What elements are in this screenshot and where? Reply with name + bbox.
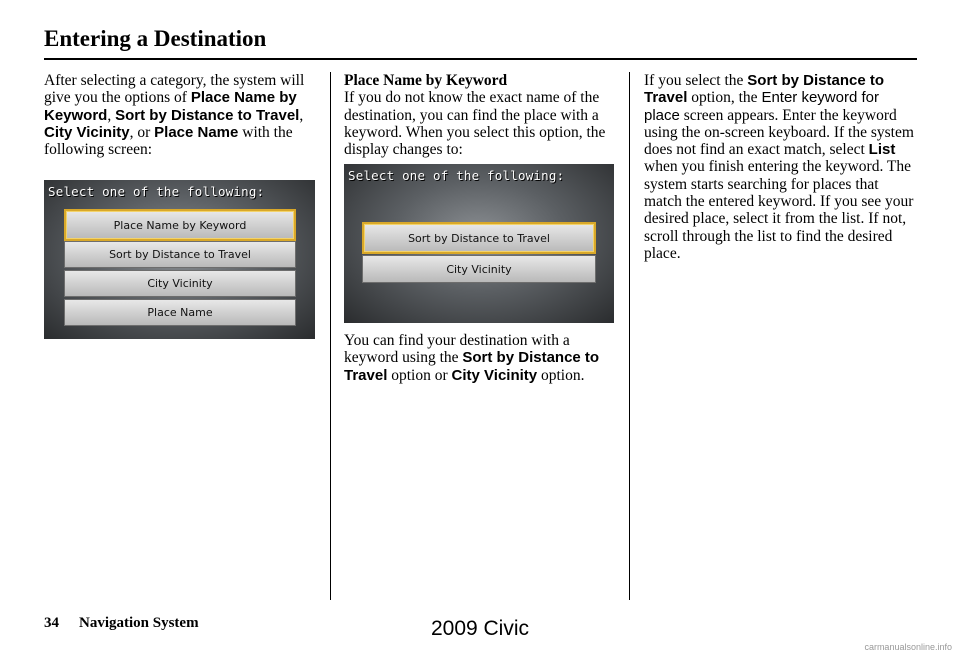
sort-by-distance-paragraph bbox=[644, 72, 916, 262]
keyword-options-paragraph bbox=[344, 332, 616, 384]
option-place-name-by-keyword: Place Name by Keyword bbox=[44, 89, 297, 124]
option-sort-by-distance: Sort by Distance to Travel bbox=[644, 72, 884, 107]
section-heading: Place Name by Keyword bbox=[344, 72, 508, 89]
option-sort-by-distance: Sort by Distance to Travel bbox=[115, 106, 300, 124]
text: , bbox=[299, 106, 304, 124]
footer-model: 2009 Civic bbox=[430, 617, 530, 640]
option-city-vicinity: City Vicinity bbox=[44, 123, 130, 141]
screen-button-sort-by-distance[interactable]: Sort by Distance to Travel bbox=[362, 222, 596, 254]
text: screen appears. Enter the keyword using the on-screen keyboard. If the system does not find an exact match, select bbox=[644, 106, 914, 159]
nav-screen-keyword-options bbox=[344, 164, 614, 323]
nav-screen-category-options bbox=[44, 180, 315, 339]
text: option, the bbox=[687, 89, 762, 107]
text: , or bbox=[129, 123, 155, 141]
screen-button-place-name-by-keyword[interactable]: Place Name by Keyword bbox=[64, 209, 296, 241]
page-number: 34 bbox=[44, 615, 59, 631]
screen-button-city-vicinity[interactable]: City Vicinity bbox=[362, 255, 596, 283]
footer-watermark: carmanualsonline.info bbox=[864, 642, 952, 652]
page-title: Entering a Destination bbox=[44, 26, 267, 51]
screen-prompt: Select one of the following: bbox=[48, 184, 265, 199]
intro-paragraph bbox=[44, 72, 316, 158]
screen-name-enter-keyword: Enter keyword for place bbox=[644, 89, 879, 124]
text: when you finish entering the keyword. The system starts searching for places that match the entered keyword. If you see your desired place, select it from the list. If not, scroll through the list to find the desired place. bbox=[644, 158, 914, 262]
column-divider-1 bbox=[330, 72, 331, 600]
option-city-vicinity: City Vicinity bbox=[451, 366, 538, 384]
footer-section: Navigation System bbox=[79, 615, 199, 631]
keyword-section bbox=[344, 72, 614, 158]
option-sort-by-distance: Sort by Distance to Travel bbox=[344, 349, 600, 384]
screen-button-city-vicinity[interactable]: City Vicinity bbox=[64, 270, 296, 297]
screen-prompt: Select one of the following: bbox=[348, 168, 565, 183]
screen-button-place-name[interactable]: Place Name bbox=[64, 299, 296, 326]
option-place-name: Place Name bbox=[154, 123, 239, 141]
text: After selecting a category, the system will give you the options of bbox=[44, 72, 305, 107]
text: If you select the bbox=[644, 72, 748, 89]
text: option or bbox=[387, 366, 452, 384]
section-paragraph: If you do not know the exact name of the destination, you can find the place with a keyword. When you select this option, the display changes to: bbox=[344, 89, 606, 159]
option-list: List bbox=[868, 141, 896, 159]
title-rule bbox=[44, 58, 917, 60]
screen-button-sort-by-distance[interactable]: Sort by Distance to Travel bbox=[64, 241, 296, 268]
text: You can find your destination with a keyword using the bbox=[344, 332, 570, 367]
text: with the following screen: bbox=[44, 123, 293, 159]
column-divider-2 bbox=[629, 72, 630, 600]
text: , bbox=[107, 106, 116, 124]
text: option. bbox=[537, 366, 585, 384]
